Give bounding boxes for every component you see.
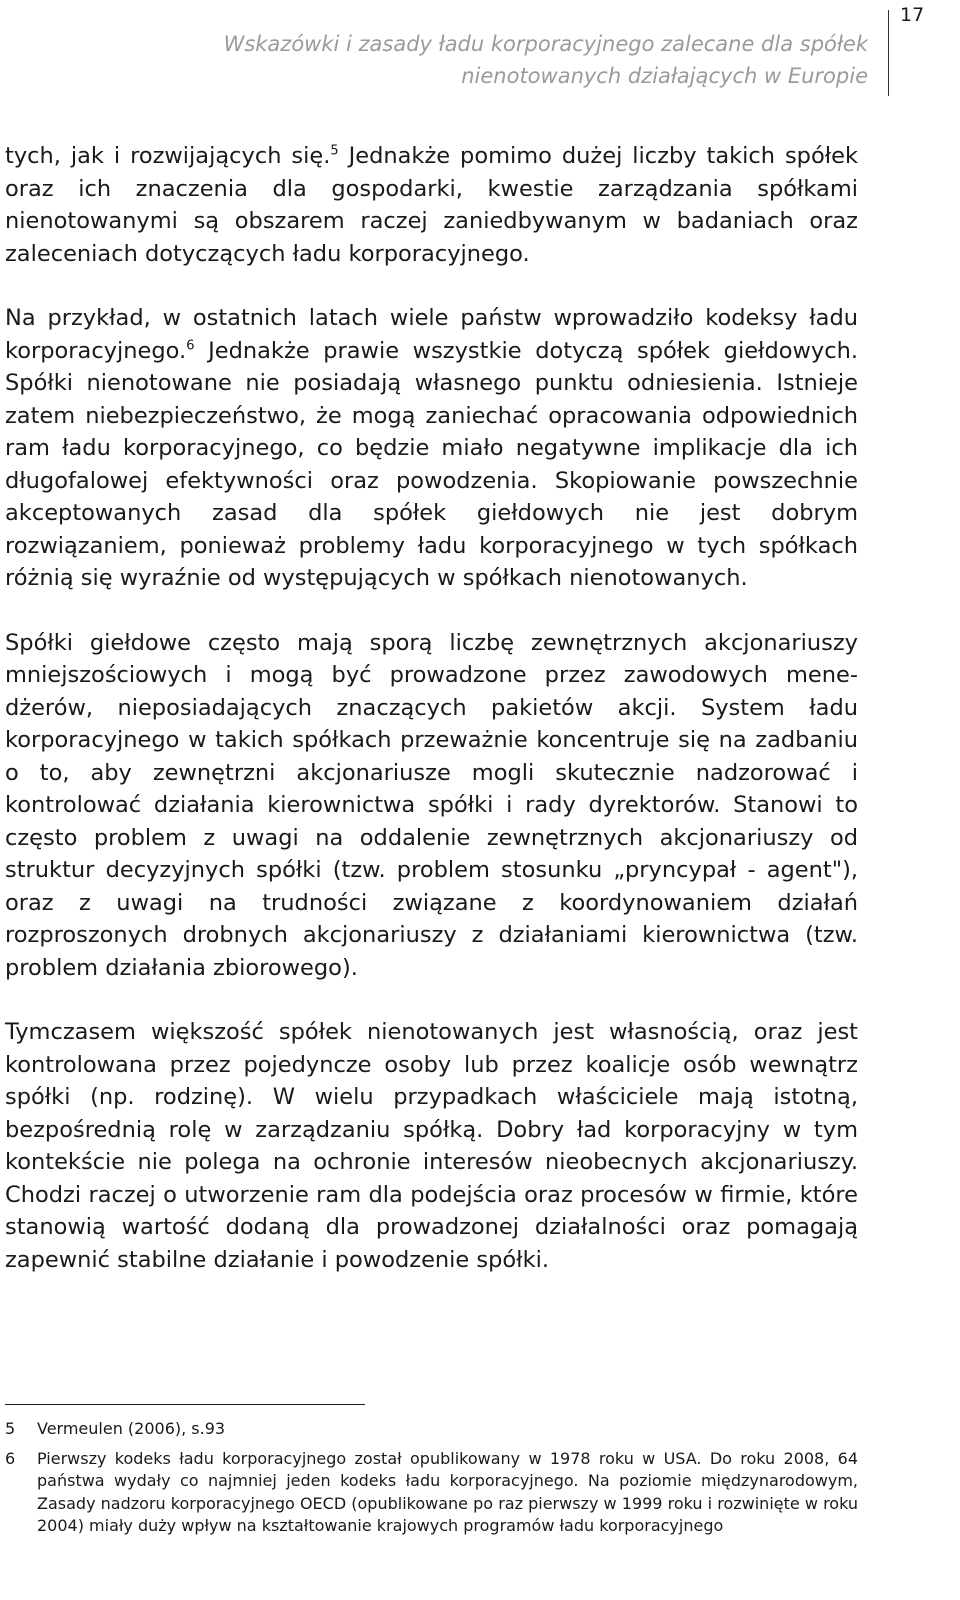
running-header [148,28,868,92]
footnote-text: Vermeulen (2006), s.93 [37,1419,226,1438]
footnotes [5,1418,858,1545]
body-text [5,140,858,1276]
paragraph-2 [5,302,858,595]
footnote-ref-5[interactable]: 5 [330,143,339,159]
footnote-6 [5,1448,858,1538]
paragraph-2-text-b: Jednakże prawie wszystkie dotyczą spółek giełdowych. Spółki nienotowane nie posiadają własnego punktu odniesienia. Istnieje zatem niebezpieczeństwo, że mogą zaniechać opracowania odpowiednich ram ładu korporacyjnego, co będzie miało negatywne implikacje dla ich długofalowej efektywności oraz powodzenia. Skopiowanie powszechnie akceptowanych zasad dla spółek giełdowych nie jest dobrym rozwiązaniem, ponieważ problemy ładu korporacyjnego w tych spółkach różnią się wyraźnie od występujących w spółkach nienotowanych. [5,337,858,591]
paragraph-1-text-a: tych, jak i rozwijających się. [5,143,331,169]
paragraph-4: Tymczasem większość spółek nienotowanych jest własnością, oraz jest kontrolowana przez pojedyncze osoby lub przez koalicje osób wewnątrz spółki (np. rodzinę). W wielu przypadkach właściciele mają istotną, bezpośrednią rolę w zarządzaniu spółką. Dobry ład korporacyjny w tym kontekście nie polega na ochronie interesów nieobecnych akcjonariuszy. Chodzi raczej o utworzenie ram dla podejścia oraz procesów w firmie, które stanowią wartość dodaną dla prowadzonej działalności oraz pomagają zapewnić stabilne działanie i powodzenie spółki. [5,1019,858,1273]
running-header-line1: Wskazówki i zasady ładu korporacyjnego zalecane dla spółek [223,32,868,56]
footnote-number: 5 [5,1419,16,1438]
paragraph-1 [5,140,858,270]
footnote-ref-6[interactable]: 6 [186,338,195,353]
footnote-number: 6 [5,1448,16,1468]
paragraph-2-text-a: Na przykład, w ostatnich latach wiele państw wprowadziło kodeksy ładu korporacyjnego. [5,305,858,364]
page-number: 17 [900,4,925,26]
footnote-text: Pierwszy kodeks ładu korporacyjnego został opublikowany w 1978 roku w USA. Do roku 2008, 64 państwa wydały co najmniej jeden kodeks ładu korporacyjnego. Na poziomie międzynarodowym, Zasady nadzoru korporacyjnego OECD (opublikowane po raz pierwszy w 1999 roku i rozwinięte w roku 2004) miały duży wpływ na kształtowanie krajowych programów ładu korporacyjnego [37,1448,858,1535]
paragraph-1-text-b: Jednakże pomimo dużej liczby takich spółek oraz ich znaczenia dla gospodarki, kwestie zarządzania spółkami nienotowanymi są obszarem raczej zaniedbywanym w badaniach oraz zaleceniach dotyczących ładu korporacyjnego. [5,143,859,267]
header-divider [888,10,889,96]
footnote-5 [5,1418,858,1441]
paragraph-3: Spółki giełdowe często mają sporą liczbę zewnętrznych akcjonariuszy mniejszościowych i mogą być prowadzone przez zawodowych menedżerów, nieposiadających znaczących pakietów akcji. System ładu korporacyjnego w takich spółkach przeważnie koncentruje się na zadbaniu o to, aby zewnętrzni akcjonariusze mogli skutecznie nadzorować i kontrolować działania kierownictwa spółki i rady dyrektorów. Stanowi to często problem z uwagi na oddalenie zewnętrznych akcjonariuszy od struktur decyzyjnych spółki (tzw. problem stosunku „pryncypał - agent"), oraz z uwagi na trudności związane z koordynowaniem działań rozproszonych drobnych akcjonariuszy z działaniami kierownictwa (tzw. problem działania zbiorowego). [5,629,858,981]
running-header-line2: nienotowanych działających w Europie [461,64,868,88]
footnote-separator [5,1404,365,1405]
